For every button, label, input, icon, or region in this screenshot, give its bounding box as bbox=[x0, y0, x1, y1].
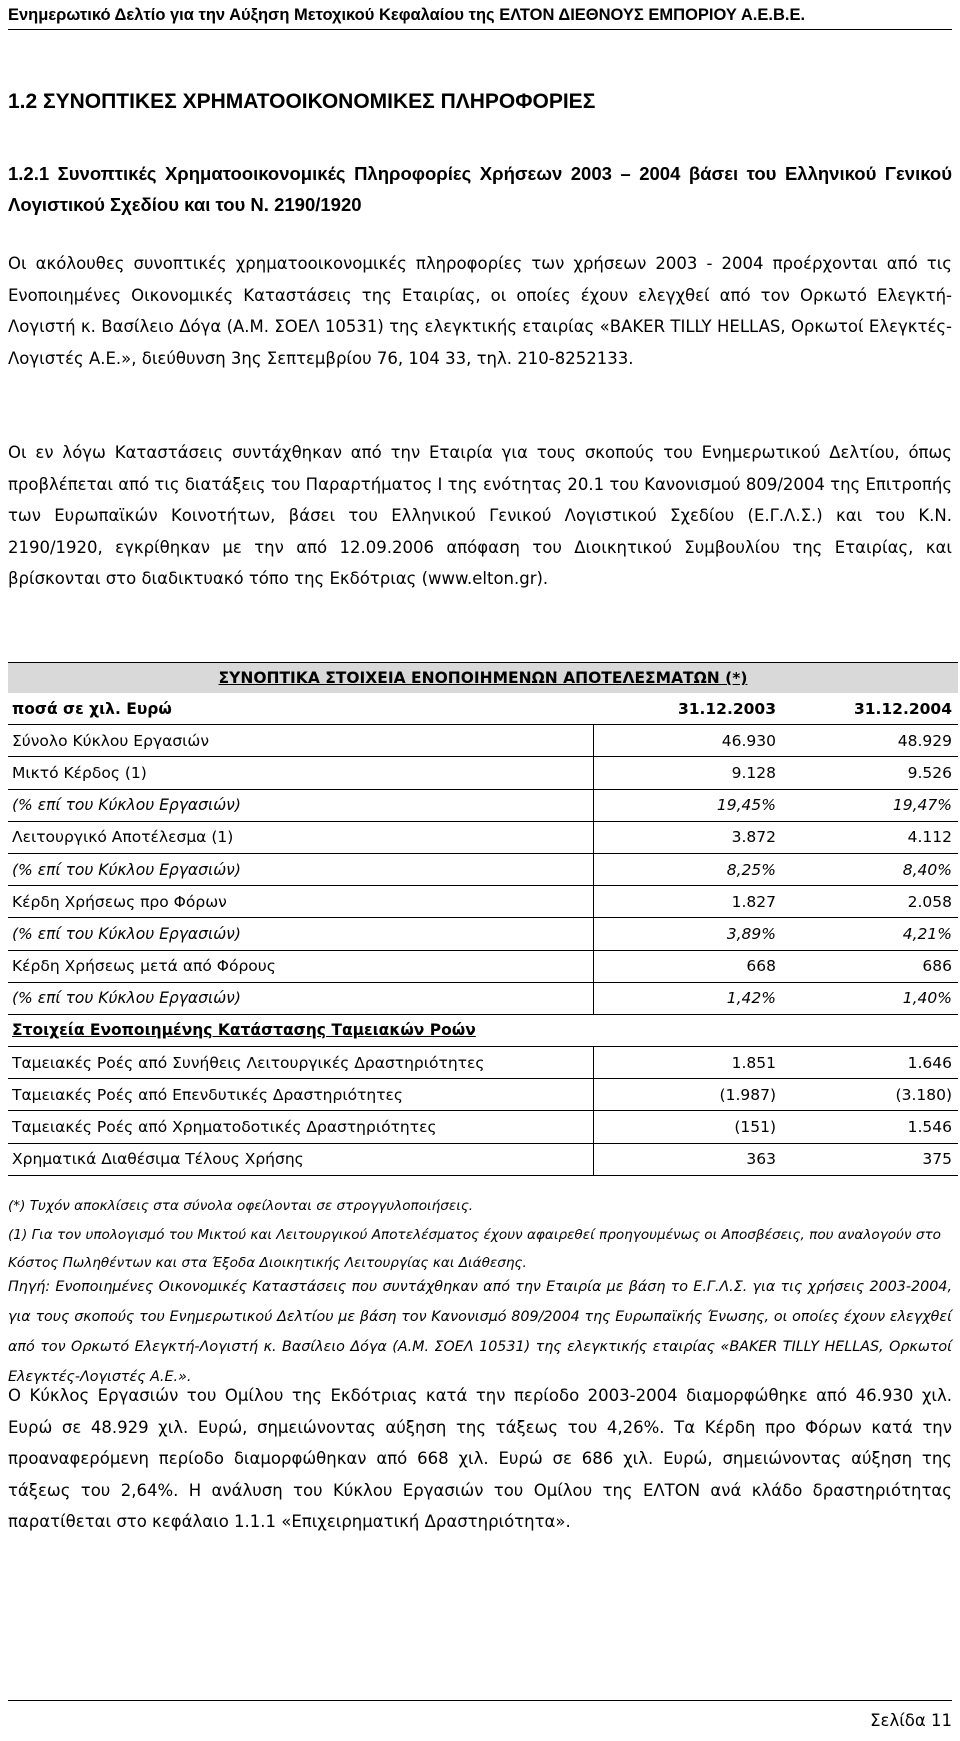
row-value-2004: 2.058 bbox=[782, 886, 958, 918]
cashflow-heading-text: Στοιχεία Ενοποιημένης Κατάστασης Ταμειακών Ροών bbox=[12, 1021, 476, 1040]
row-label: (% επί του Κύκλου Εργασιών) bbox=[8, 918, 593, 950]
row-value-2004: 686 bbox=[782, 950, 958, 982]
row-label: (% επί του Κύκλου Εργασιών) bbox=[8, 789, 593, 821]
col-header-2003: 31.12.2003 bbox=[593, 693, 782, 725]
table-row bbox=[8, 789, 958, 821]
table-row bbox=[8, 725, 958, 757]
row-label: Κέρδη Χρήσεως μετά από Φόρους bbox=[8, 950, 593, 982]
table-notes bbox=[8, 1192, 952, 1278]
row-label: Λειτουργικό Αποτέλεσμα (1) bbox=[8, 821, 593, 853]
col-header-2004: 31.12.2004 bbox=[782, 693, 958, 725]
row-label: (% επί του Κύκλου Εργασιών) bbox=[8, 982, 593, 1014]
source-note: Πηγή: Ενοποιημένες Οικονομικές Καταστάσεις που συντάχθηκαν από την Εταιρία με βάση το Ε.Γ.Λ.Σ. για τις χρήσεις 2003-2004, για τους σκοπούς του Ενημερωτικού Δελτίου με βάση τον Κανονισμό 809/2004 της Ευρωπαϊκής Ένωσης, οι οποίες έχουν ελεγχθεί από τον Ορκωτό Ελεγκτή-Λογιστή κ. Βασίλειο Δόγα (Α.Μ. ΣΟΕΛ 10531) της ελεγκτικής εταιρίας «BAKER TILLY HELLAS, Ορκωτοί Ελεγκτές-Λογιστές Α.Ε.». bbox=[8, 1279, 952, 1385]
table-row bbox=[8, 757, 958, 789]
row-value-2003: 1.851 bbox=[593, 1047, 782, 1079]
table-row bbox=[8, 1111, 958, 1143]
intro-paragraph: Οι ακόλουθες συνοπτικές χρηματοοικονομικές πληροφορίες των χρήσεων 2003 - 2004 προέρχονται από τις Ενοποιημένες Οικονομικές Καταστάσεις της Εταιρίας, οι οποίες έχουν ελεγχθεί από τον Ορκωτό Ελεγκτή-Λογιστή κ. Βασίλειο Δόγα (Α.Μ. ΣΟΕΛ 10531) της ελεγκτικής εταιρίας «BAKER TILLY HELLAS, Ορκωτοί Ελεγκτές-Λογιστές Α.Ε.», διεύθυνση 3ης Σεπτεμβρίου 76, 104 33, τηλ. 210-8252133. bbox=[8, 254, 952, 368]
row-value-2003: 19,45% bbox=[593, 789, 782, 821]
page-footer bbox=[8, 1700, 952, 1730]
row-label: Μικτό Κέρδος (1) bbox=[8, 757, 593, 789]
analysis-paragraph: Ο Κύκλος Εργασιών του Ομίλου της Εκδότριας κατά την περίοδο 2003-2004 διαμορφώθηκε από 46.930 χιλ. Ευρώ σε 48.929 χιλ. Ευρώ, σημειώνοντας αύξηση της τάξεως του 4,26%. Τα Κέρδη προ Φόρων κατά την προαναφερόμενη περίοδο διαμορφώθηκαν από 668 χιλ. Ευρώ σε 686 χιλ. Ευρώ, σημειώνοντας αύξηση της τάξεως του 2,64%. Η ανάλυση του Κύκλου Εργασιών του Ομίλου της ΕΛΤΟΝ ανά κλάδο δραστηριότητας παρατίθεται στο κεφάλαιο 1.1.1 «Επιχειρηματική Δραστηριότητα». bbox=[8, 1386, 952, 1531]
row-value-2003: 46.930 bbox=[593, 725, 782, 757]
rounding-note: (*) Τυχόν αποκλίσεις στα σύνολα οφείλονται σε στρογγυλοποιήσεις. bbox=[8, 1198, 474, 1214]
row-value-2004: 1.646 bbox=[782, 1047, 958, 1079]
section-heading: 1.2 ΣΥΝΟΠΤΙΚΕΣ ΧΡΗΜΑΤΟΟΙΚΟΝΟΜΙΚΕΣ ΠΛΗΡΟΦΟΡΙΕΣ bbox=[8, 90, 596, 113]
row-value-2004: (3.180) bbox=[782, 1079, 958, 1111]
row-value-2003: 9.128 bbox=[593, 757, 782, 789]
row-value-2003: 363 bbox=[593, 1143, 782, 1175]
row-label: (% επί του Κύκλου Εργασιών) bbox=[8, 853, 593, 885]
cashflow-section-row bbox=[8, 1014, 958, 1046]
row-label: Ταμειακές Ροές από Επενδυτικές Δραστηριότητες bbox=[8, 1079, 593, 1111]
row-value-2003: 3,89% bbox=[593, 918, 782, 950]
row-value-2003: 1,42% bbox=[593, 982, 782, 1014]
depreciation-note: (1) Για τον υπολογισμό του Μικτού και Λειτουργικού Αποτελέσματος έχουν αφαιρεθεί προηγουμένως οι Αποσβέσεις, που αναλογούν στο Κόστος Πωληθέντων και στα Έξοδα Διοικητικής Λειτουργίας και Διάθεσης. bbox=[8, 1226, 941, 1271]
row-value-2003: 3.872 bbox=[593, 821, 782, 853]
document-header: Ενημερωτικό Δελτίο για την Αύξηση Μετοχικού Κεφαλαίου της ΕΛΤΟΝ ΔΙΕΘΝΟΥΣ ΕΜΠΟΡΙΟΥ Α.Ε.Β.Ε. bbox=[8, 6, 952, 30]
cashflow-heading bbox=[8, 1014, 958, 1046]
row-value-2003: 1.827 bbox=[593, 886, 782, 918]
table-row bbox=[8, 821, 958, 853]
row-value-2004: 48.929 bbox=[782, 725, 958, 757]
row-value-2003: 8,25% bbox=[593, 853, 782, 885]
row-value-2004: 8,40% bbox=[782, 853, 958, 885]
row-value-2003: 668 bbox=[593, 950, 782, 982]
table-row bbox=[8, 1047, 958, 1079]
subsection-heading: 1.2.1 Συνοπτικές Χρηματοοικονομικές Πληροφορίες Χρήσεων 2003 – 2004 βάσει του Ελληνικού Γενικού Λογιστικού Σχεδίου και του Ν. 2190/1920 bbox=[8, 163, 952, 215]
row-label: Ταμειακές Ροές από Συνήθεις Λειτουργικές Δραστηριότητες bbox=[8, 1047, 593, 1079]
table-row bbox=[8, 1079, 958, 1111]
table-row bbox=[8, 950, 958, 982]
row-value-2003: (151) bbox=[593, 1111, 782, 1143]
financial-summary-table bbox=[8, 662, 958, 1176]
row-value-2003: (1.987) bbox=[593, 1079, 782, 1111]
table-row bbox=[8, 1143, 958, 1175]
row-value-2004: 375 bbox=[782, 1143, 958, 1175]
col-header-label: ποσά σε χιλ. Ευρώ bbox=[8, 693, 593, 725]
row-label: Κέρδη Χρήσεως προ Φόρων bbox=[8, 886, 593, 918]
table-title-row bbox=[8, 663, 958, 694]
row-value-2004: 9.526 bbox=[782, 757, 958, 789]
table-row bbox=[8, 886, 958, 918]
row-value-2004: 19,47% bbox=[782, 789, 958, 821]
row-value-2004: 4,21% bbox=[782, 918, 958, 950]
table-row bbox=[8, 982, 958, 1014]
table-row bbox=[8, 918, 958, 950]
row-value-2004: 1.546 bbox=[782, 1111, 958, 1143]
statements-paragraph: Οι εν λόγω Καταστάσεις συντάχθηκαν από την Εταιρία για τους σκοπούς του Ενημερωτικού Δελτίου, όπως προβλέπεται από τις διατάξεις του Παραρτήματος Ι της ενότητας 20.1 του Κανονισμού 809/2004 της Επιτροπής των Ευρωπαϊκών Κοινοτήτων, βάσει του Ελληνικού Γενικού Λογιστικού Σχεδίου (Ε.Γ.Λ.Σ.) και του Κ.Ν. 2190/1920, εγκρίθηκαν με την από 12.09.2006 απόφαση του Διοικητικού Συμβουλίου της Εταιρίας, και βρίσκονται στο διαδικτυακό τόπο της Εκδότριας (www.elton.gr). bbox=[8, 443, 952, 588]
table-title-text: ΣΥΝΟΠΤΙΚΑ ΣΤΟΙΧΕΙΑ ΕΝΟΠΟΙΗΜΕΝΩΝ ΑΠΟΤΕΛΕΣΜΑΤΩΝ (*) bbox=[218, 669, 748, 687]
table-column-header bbox=[8, 693, 958, 725]
row-value-2004: 1,40% bbox=[782, 982, 958, 1014]
row-label: Χρηματικά Διαθέσιμα Τέλους Χρήσης bbox=[8, 1143, 593, 1175]
row-label: Ταμειακές Ροές από Χρηματοδοτικές Δραστηριότητες bbox=[8, 1111, 593, 1143]
page-number: Σελίδα 11 bbox=[870, 1711, 952, 1730]
table-row bbox=[8, 853, 958, 885]
row-value-2004: 4.112 bbox=[782, 821, 958, 853]
row-label: Σύνολο Κύκλου Εργασιών bbox=[8, 725, 593, 757]
table-title bbox=[8, 663, 958, 694]
